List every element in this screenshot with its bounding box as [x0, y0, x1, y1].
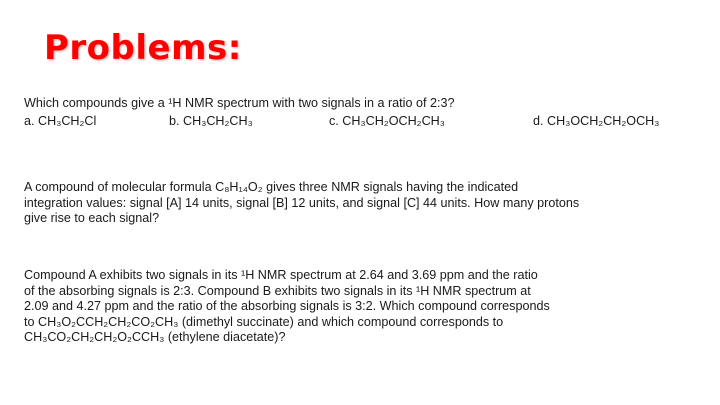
option-c: c. CH₃CH₂OCH₂CH₃: [329, 113, 445, 128]
problem-3-line: CH₃CO₂CH₂CH₂O₂CCH₃ (ethylene diacetate)?: [24, 330, 286, 344]
problem-3: [24, 268, 714, 346]
problem-1: [24, 96, 714, 129]
option-d: d. CH₃OCH₂CH₂OCH₃: [533, 113, 660, 128]
problem-3-line: 2.09 and 4.27 ppm and the ratio of the absorbing signals is 3:2. Which compound corresponds: [24, 299, 550, 313]
problem-3-line: of the absorbing signals is 2:3. Compound B exhibits two signals in its ¹H NMR spectrum at: [24, 283, 531, 298]
problem-1-options: [24, 114, 714, 130]
problem-2-line: A compound of molecular formula C₈H₁₄O₂ gives three NMR signals having the indicated: [24, 180, 519, 194]
problem-2-line: integration values: signal [A] 14 units, signal [B] 12 units, and signal [C] 44 units. How many protons: [24, 195, 580, 210]
problem-2-line: give rise to each signal?: [24, 211, 160, 225]
page-title: Problems:: [44, 28, 242, 68]
problem-1-question: Which compounds give a ¹H NMR spectrum with two signals in a ratio of 2:3?: [24, 96, 455, 110]
option-a: a. CH₃CH₂Cl: [24, 113, 97, 128]
option-b: b. CH₃CH₂CH₃: [169, 113, 253, 128]
problem-3-line: to CH₃O₂CCH₂CH₂CO₂CH₃ (dimethyl succinate) and which compound corresponds to: [24, 314, 504, 329]
problem-3-line: Compound A exhibits two signals in its ¹H NMR spectrum at 2.64 and 3.69 ppm and the ratio: [24, 268, 538, 282]
problem-2: [24, 180, 714, 227]
